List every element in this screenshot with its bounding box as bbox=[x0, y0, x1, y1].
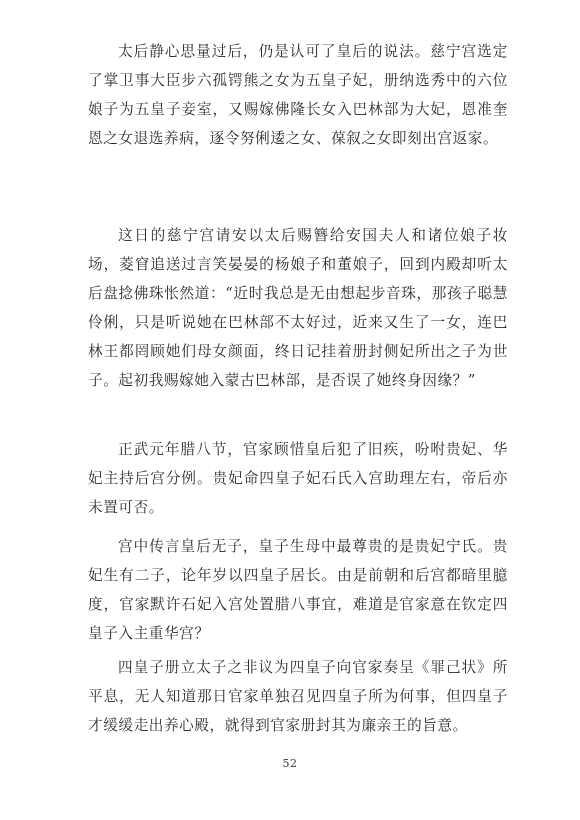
body-paragraph: 宫中传言皇后无子，皇子生母中最尊贵的是贵妃宁氏。贵妃生有二子，论年岁以四皇子居长。由是前朝和后宫都暗里臆度，官家默许石妃入宫处置腊八事宜，难道是官家意在钦定四皇子入主重华宫？ bbox=[88, 538, 508, 642]
body-paragraph: 这日的慈宁宫请安以太后赐簪给安国夫人和诸位娘子妆场，菱窅追送过言笑晏晏的杨娘子和董娘子，回到内殿却听太后盘捻佛珠怅然道：“近时我总是无由想起步音珠，那孩子聪慧伶俐，只是听说她在巴林部不太好过，近来又生了一女，连巴林王都罔顾她们母女颜面，终日记挂着册封侧妃所出之子为世子。起初我赐嫁她入蒙古巴林部，是否误了她终身因缘？” bbox=[88, 227, 508, 389]
page-number: 52 bbox=[282, 757, 298, 770]
body-paragraph: 四皇子册立太子之非议为四皇子向官家奏呈《罪己状》所平息，无人知道那日官家单独召见四皇子所为何事，但四皇子才缓缓走出养心殿，就得到官家册封其为廉亲王的旨意。 bbox=[88, 659, 508, 734]
body-paragraph: 正武元年腊八节，官家顾惜皇后犯了旧疾，吩咐贵妃、华妃主持后宫分例。贵妃命四皇子妃石氏入宫助理左右，帝后亦未置可否。 bbox=[88, 441, 508, 516]
body-paragraph: 太后静心思量过后，仍是认可了皇后的说法。慈宁宫选定了掌卫事大臣步六孤锷熊之女为五皇子妃，册纳选秀中的六位娘子为五皇子妾室，又赐嫁佛隆长女入巴林部为大妃，恩准奎恩之女退选养病，逐令努俐逶之女、葆叙之女即刻出宫返家。 bbox=[88, 43, 508, 147]
